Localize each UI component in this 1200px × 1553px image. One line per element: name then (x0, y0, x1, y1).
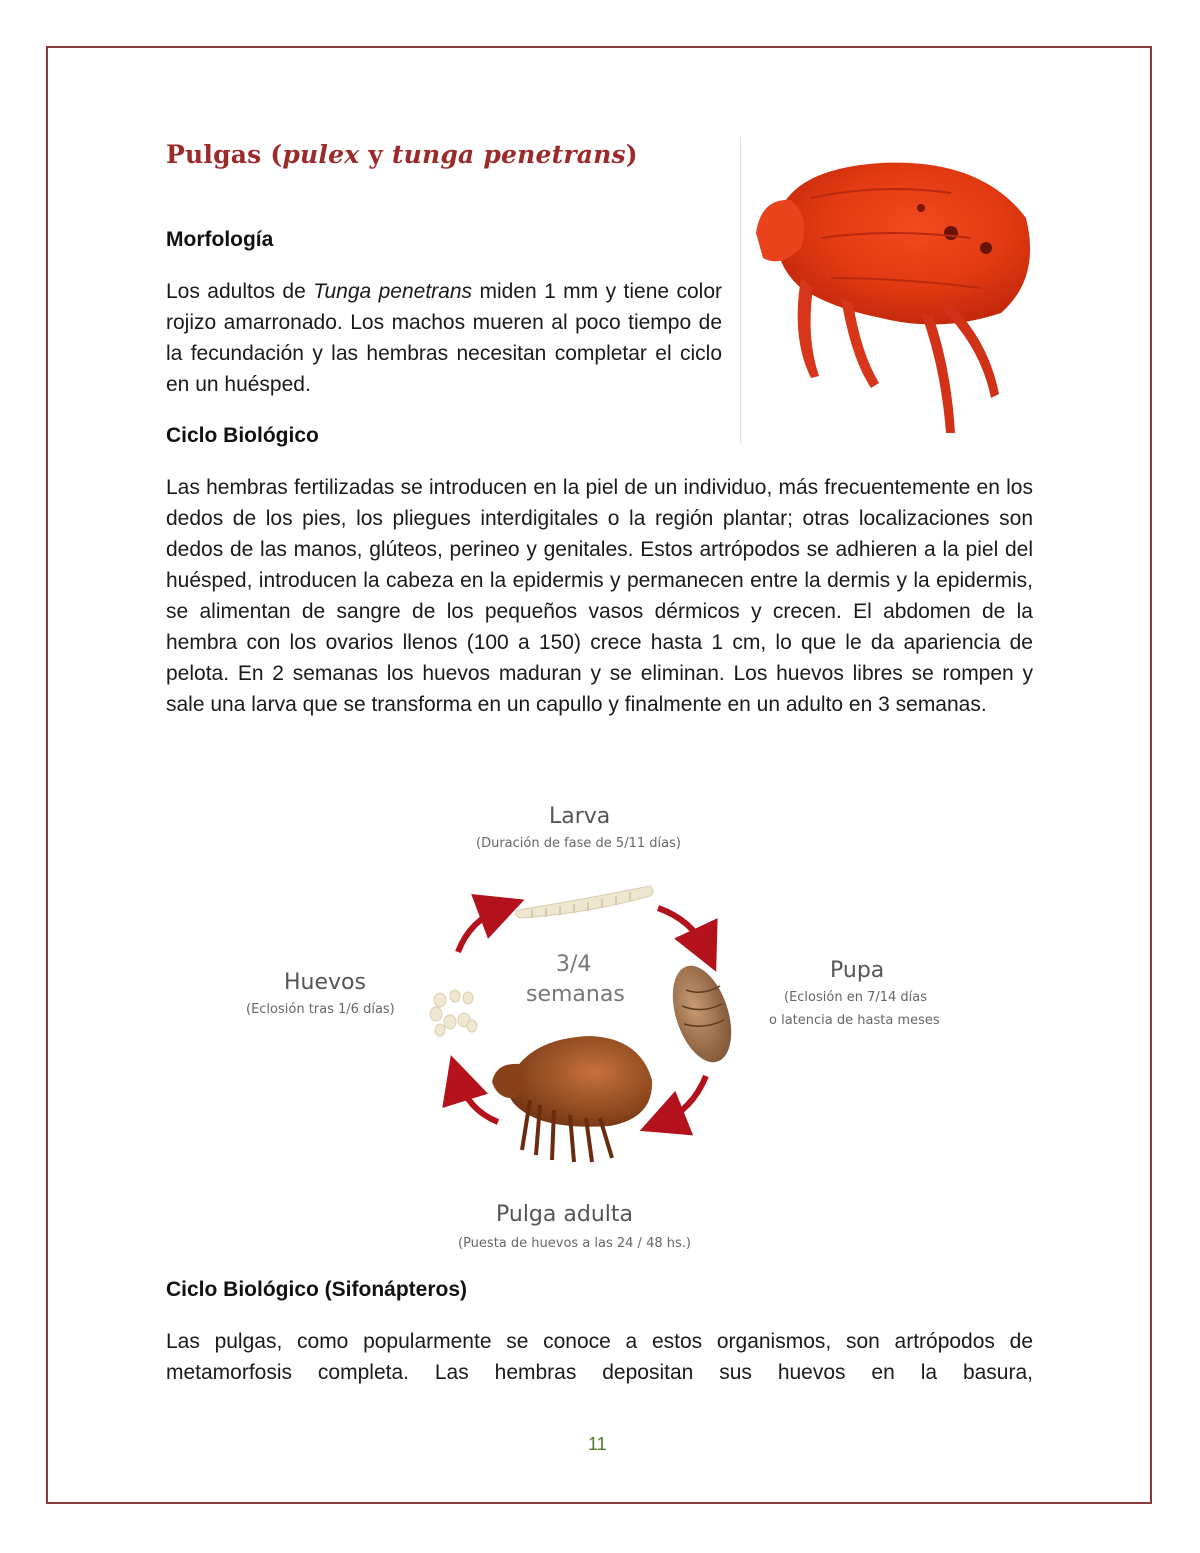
sifonapteros-paragraph: Las pulgas, como popularmente se conoce a estos organismos, son artrópodos de metamorfosis completa. Las hembras depositan sus huevos en la basura, (166, 1330, 1033, 1384)
arrow-adulta-to-huevos (458, 1078, 498, 1122)
huevos-subtitle: (Eclosión tras 1/6 días) (246, 1002, 395, 1017)
ciclo-paragraph: Las hembras fertilizadas se introducen en la piel de un individuo, más frecuentemente en los dedos de los pies, los pliegues interdigitales o la región plantar; otras localizaciones son dedos de las manos, glúteos, perineo y genitales. Estos artrópodos se adhieren a la piel del huésped, introducen la cabeza en la epidermis y permanecen entre la dermis y la epidermis, se alimentan de sangre de los pequeños vasos dérmicos y crecen. El abdomen de la hembra con los ovarios llenos (100 a 150) crece hasta 1 cm, lo que le da apariencia de pelota. En 2 semanas los huevos maduran y se eliminan. Los huevos libres se rompen y sale una larva que se transforma en un capullo y finalmente en un adulto en 3 semanas. (166, 476, 1033, 716)
adulta-subtitle: (Puesta de huevos a las 24 / 48 hs.) (458, 1236, 691, 1251)
lifecycle-diagram (240, 800, 960, 1260)
sifonapteros-heading: Ciclo Biológico (Sifonápteros) (166, 1278, 468, 1301)
center-weeks-label: semanas (526, 982, 625, 1007)
morfologia-heading: Morfología (166, 228, 274, 251)
arrow-pupa-to-adulta (662, 1076, 706, 1122)
flea-photo (740, 138, 1035, 444)
pupa-subtitle-2: o latencia de hasta meses (769, 1013, 940, 1028)
arrow-larva-to-pupa (658, 908, 706, 950)
adult-flea-illustration (492, 1036, 652, 1162)
larva-subtitle: (Duración de fase de 5/11 días) (476, 836, 681, 851)
arrow-huevos-to-larva (458, 908, 502, 952)
pupa-subtitle-1: (Eclosión en 7/14 días (784, 990, 928, 1005)
larva-illustration (515, 886, 653, 918)
lifecycle-graphics (240, 800, 960, 1260)
adulta-title: Pulga adulta (496, 1202, 633, 1227)
page-title: Pulgas (pulex y tunga penetrans) (166, 140, 638, 169)
huevos-title: Huevos (284, 970, 366, 995)
larva-title: Larva (549, 804, 611, 829)
pupa-illustration (662, 958, 742, 1069)
page-number: 11 (588, 1434, 607, 1454)
center-weeks-number: 3/4 (556, 952, 592, 977)
eggs-illustration (430, 990, 477, 1036)
ciclo-heading: Ciclo Biológico (166, 424, 319, 447)
morfologia-paragraph: Los adultos de Tunga penetrans miden 1 mm y tiene color rojizo amarronado. Los machos mueren al poco tiempo de la fecundación y las hembras necesitan completar el ciclo en un huésped. (166, 280, 722, 396)
pupa-title: Pupa (830, 958, 885, 983)
